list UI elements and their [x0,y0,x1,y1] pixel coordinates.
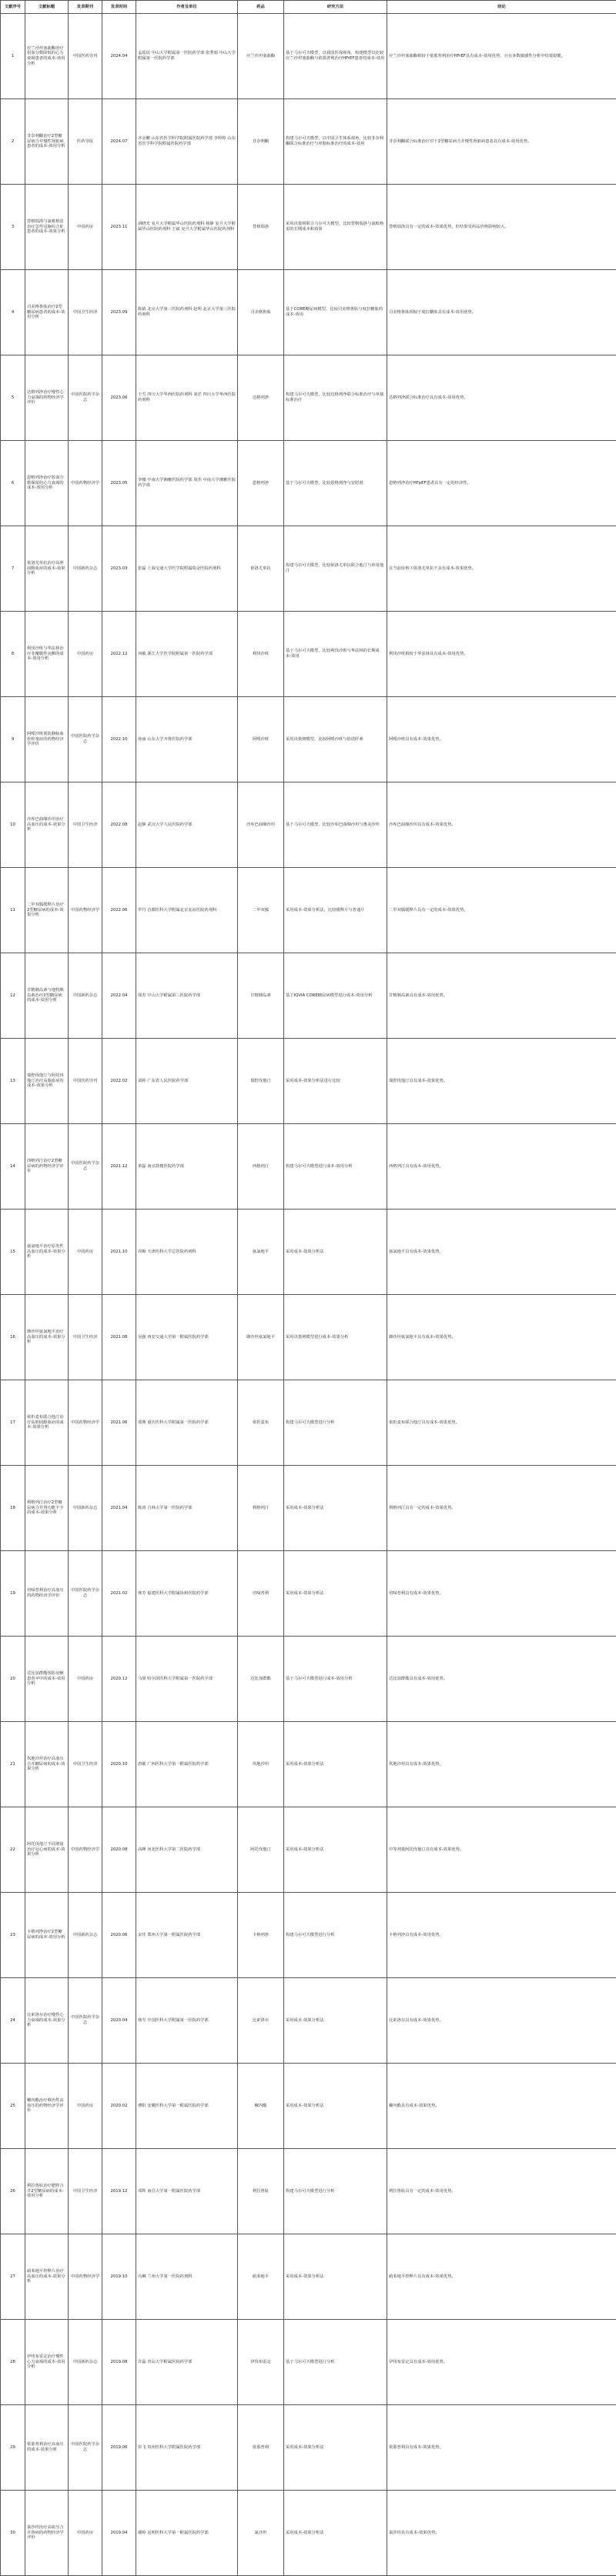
publish-date-cell: 2019.04 [102,2491,136,2576]
conclusion-cell: 应兰沙坦塞曲酶相较于依那普利治疗HFrEF具有成本-效用优势，且在多数敏感性分析中结果稳健。 [387,14,616,99]
row-number-cell: 17 [1,1380,25,1466]
conclusion-cell: 比索洛尔具有成本-效果优势。 [387,1978,616,2064]
drug-cell: 阿哌沙班 [238,697,284,782]
row-number-cell: 21 [1,1722,25,1807]
publish-date-cell: 2020.06 [102,1893,136,1978]
table-row [1,868,616,953]
method-cell: 采用成本-效果分析法 [284,2405,387,2491]
header-cell: 研究方法 [284,1,387,14]
row-number-cell: 11 [1,868,25,953]
authors-cell: 赵静 武汉大学人民医院药学部 [136,782,238,868]
method-cell: 基于马尔可夫模型，比较恩格列净与安慰剂 [284,441,387,526]
authors-cell: 谢婷 昆明医科大学第一附属医院药学部 [136,2491,238,2576]
authors-cell: 周梅 天津医科大学总医院药剂科 [136,1210,238,1295]
authors-cell: 罗丹 首都医科大学附属北京友谊医院药剂科 [136,868,238,953]
row-number-cell: 6 [1,441,25,526]
journal-cell: 中国卫生经济 [69,1295,102,1380]
journal-cell: 中国医院药学杂志 [69,1978,102,2064]
method-cell: 基于马尔可夫模型进行分析 [284,2320,387,2405]
table-row [1,782,616,868]
table-row [1,697,616,782]
method-cell: 采用成本-效果分析法 [284,1466,387,1551]
method-cell: 采用决策树模型进行成本-效果分析 [284,1295,387,1380]
row-number-cell: 28 [1,2320,25,2405]
row-number-cell: 4 [1,270,25,355]
drug-cell: 替格瑞洛 [238,185,284,270]
authors-cell: 刘婷 广东省人民医院药学部 [136,1039,238,1124]
article-title-cell: 应兰沙坦塞曲酶治疗射血分数降低的心力衰竭患者的成本-效用分析 [25,14,69,99]
article-title-cell: 沙库巴曲缬沙坦治疗高血压的成本-效果分析 [25,782,69,868]
table-row [1,2064,616,2149]
authors-cell: 宋佳 郑州大学第一附属医院药学部 [136,1893,238,1978]
drug-cell: 西格列汀 [238,1124,284,1210]
conclusion-cell: 依折麦布联合他汀具有成本-效果优势。 [387,1380,616,1466]
publish-date-cell: 2019.08 [102,2320,136,2405]
row-number-cell: 26 [1,2149,25,2234]
authors-cell: 高峰 河北医科大学第二医院药学部 [136,1807,238,1893]
drug-cell: 甘精胰岛素 [238,953,284,1039]
conclusion-cell: 阿哌沙班具有成本-效果优势。 [387,697,616,782]
journal-cell: 中国卫生经济 [69,782,102,868]
conclusion-cell: 螺内酯具有成本-效果优势。 [387,2064,616,2149]
drug-cell: 司美格鲁肽 [238,270,284,355]
authors-cell: 齐金鹏 山东省医学科学院附属医院药学部 李婷婷 山东省医学科学院附属医院药学部 [136,99,238,185]
table-row [1,1295,616,1380]
conclusion-cell: 缬沙坦氨氯地平具有成本-效果优势。 [387,1295,616,1380]
publish-date-cell: 2021.08 [102,1295,136,1380]
conclusion-cell: 司美格鲁肽相较于度拉糖肽具有成本-效用优势。 [387,270,616,355]
conclusion-cell: 瑞舒伐他汀具有成本-效果优势。 [387,1039,616,1124]
conclusion-cell: 培哚普利具有成本-效果优势。 [387,1551,616,1637]
journal-cell: 中国药房 [69,2491,102,2576]
row-number-cell: 15 [1,1210,25,1295]
drug-cell: 比索洛尔 [238,1978,284,2064]
conclusion-cell: 卡格列净具有成本-效用优势。 [387,1893,616,1978]
journal-cell: 中国药物经济学 [69,441,102,526]
journal-cell: 中国新药杂志 [69,1893,102,1978]
table-row [1,2234,616,2320]
table-row [1,1807,616,1893]
method-cell: 基于马尔可夫模型，比较利伐沙班与华法林的长期成本-效用 [284,612,387,697]
method-cell: 基于马尔可夫模型，比较沙库巴曲缬沙坦与奥美沙坦 [284,782,387,868]
article-title-cell: 比索洛尔治疗慢性心力衰竭的成本-效果分析 [25,1978,69,2064]
method-cell: 构建马尔可夫模型进行分析 [284,2149,387,2234]
conclusion-cell: 硝苯地平控释片具有成本-效果优势。 [387,2234,616,2320]
conclusion-cell: 氨氯地平具有成本-效果优势。 [387,1210,616,1295]
article-title-cell: 恩格列净治疗射血分数保留的心力衰竭的成本-效用分析 [25,441,69,526]
journal-cell: 中国新药杂志 [69,526,102,612]
drug-cell: 沙库巴曲缬沙坦 [238,782,284,868]
table-row [1,953,616,1039]
conclusion-cell: 利伐沙班相较于华法林具有成本-效用优势。 [387,612,616,697]
drug-cell: 达比加群酯 [238,1637,284,1722]
drug-cell: 利拉鲁肽 [238,2149,284,2234]
authors-cell: 郑燕 重庆医科大学附属第一医院药学部 [136,1380,238,1466]
publish-date-cell: 2021.06 [102,1380,136,1466]
publish-date-cell: 2020.08 [102,1807,136,1893]
drug-cell: 瑞舒伐他汀 [238,1039,284,1124]
conclusion-cell: 伊伐布雷定具有成本-效用优势。 [387,2320,616,2405]
table-row [1,441,616,526]
conclusion-cell: 恩格列净治疗HFpEF患者具有一定的经济性。 [387,441,616,526]
method-cell: 构建马尔可夫模型进行分析 [284,1380,387,1466]
conclusion-cell: 达比加群酯具有成本-效用优势。 [387,1637,616,1722]
publish-date-cell: 2020.10 [102,1722,136,1807]
authors-cell: 胡晓光 复旦大学附属华山医院药剂科 杨静 复旦大学附属华山医院药剂科 王斌 复旦大学附属华山医院药剂科 [136,185,238,270]
authors-cell: 王雪 四川大学华西医院药剂科 刘洋 四川大学华西医院药剂科 [136,355,238,441]
method-cell: 基于马尔可夫模型，以我国医保视角，构建模型以比较应兰沙坦塞曲酶与依那普利治疗HFrEF患者的成本-效用 [284,14,387,99]
drug-cell: 氯沙坦 [238,2491,284,2576]
authors-cell: 冯琳 兰州大学第一医院药剂科 [136,2234,238,2320]
drug-cell: 应兰沙坦塞曲酶 [238,14,284,99]
method-cell: 采用成本-效果分析法 [284,2234,387,2320]
table-row [1,2320,616,2405]
row-number-cell: 2 [1,99,25,185]
article-title-cell: 依折麦布联合他汀治疗高胆固醇血症的成本-效果分析 [25,1380,69,1466]
publish-date-cell: 2020.12 [102,1637,136,1722]
journal-cell: 中国新药杂志 [69,2320,102,2405]
drug-cell: 阿托伐他汀 [238,1807,284,1893]
method-cell: 采用成本-效果分析法 [284,1722,387,1807]
article-title-cell: 氯沙坦治疗高血压合并肾病的药物经济学评价 [25,2491,69,2576]
table-row [1,1124,616,1210]
table-body [1,14,616,2576]
article-title-cell: 二甲双胍缓释片治疗2型糖尿病的成本-效果分析 [25,868,69,953]
article-title-cell: 替格瑞洛与氯吡格雷治疗急性冠脉综合征患者的成本-效果分析 [25,185,69,270]
row-number-cell: 16 [1,1295,25,1380]
drug-cell: 非奈利酮 [238,99,284,185]
journal-cell: 中国药物经济学 [69,868,102,953]
row-number-cell: 5 [1,355,25,441]
method-cell: 采用成本-效果分析法 [284,1978,387,2064]
drug-cell: 伊伐布雷定 [238,2320,284,2405]
drug-cell: 卡格列净 [238,1893,284,1978]
publish-date-cell: 2022.10 [102,697,136,782]
conclusion-cell: 西格列汀具有成本-效用优势。 [387,1124,616,1210]
publish-date-cell: 2022.12 [102,612,136,697]
method-cell: 采用成本-效果分析法，比较缓释片与普通片 [284,868,387,953]
authors-cell: 邓辉 南昌大学第一附属医院药学部 [136,2149,238,2234]
table-row [1,1466,616,1551]
drug-cell: 缬沙坦氨氯地平 [238,1295,284,1380]
article-title-cell: 坎地沙坦治疗高血压合并糖尿病的成本-效果分析 [25,1722,69,1807]
authors-cell: 陈婧 北京大学第三医院药剂科 赵明 北京大学第三医院药剂科 [136,270,238,355]
method-cell: 基于IQVIA CORE糖尿病模型进行成本-效用分析 [284,953,387,1039]
drug-cell: 氨氯地平 [238,1210,284,1295]
method-cell: 采用决策树模型，比较阿哌沙班与依诺肝素 [284,697,387,782]
article-title-cell: 依洛尤单抗治疗高胆固醇血症的成本-效果分析 [25,526,69,612]
publish-date-cell: 2022.08 [102,782,136,868]
publish-date-cell: 2020.04 [102,1978,136,2064]
header-cell: 作者及单位 [136,1,238,14]
row-number-cell: 3 [1,185,25,270]
drug-cell: 依洛尤单抗 [238,526,284,612]
row-number-cell: 19 [1,1551,25,1637]
conclusion-cell: 利格列汀具有一定的成本-效果优势。 [387,1466,616,1551]
table-row [1,612,616,697]
journal-cell: 中国药物经济学 [69,1380,102,1466]
conclusion-cell: 达格列净联合标准治疗具有成本-效用优势。 [387,355,616,441]
header-cell: 文献标题 [25,1,69,14]
journal-cell: 中国新药杂志 [69,953,102,1039]
authors-cell: 韩雪 中国医科大学附属第一医院药学部 [136,1978,238,2064]
publish-date-cell: 2022.02 [102,1039,136,1124]
article-title-cell: 伊伐布雷定治疗慢性心力衰竭的成本-效用分析 [25,2320,69,2405]
table-row [1,1039,616,1124]
journal-cell: 医药导报 [69,99,102,185]
drug-cell: 利格列汀 [238,1466,284,1551]
journal-cell: 中国药房 [69,1637,102,1722]
conclusion-cell: 利拉鲁肽具有一定的成本-效用优势。 [387,2149,616,2234]
table-row [1,1551,616,1637]
row-number-cell: 23 [1,1893,25,1978]
journal-cell: 中国新药杂志 [69,1466,102,1551]
method-cell: 构建马尔可夫模型，比较依洛尤单抗联合他汀与单用他汀 [284,526,387,612]
authors-cell: 孙丽 山东大学齐鲁医院药学部 [136,697,238,782]
conclusion-cell: 沙库巴曲缬沙坦具有成本-效果优势。 [387,782,616,868]
drug-cell: 利伐沙班 [238,612,284,697]
conclusion-cell: 坎地沙坦具有成本-效果优势。 [387,1722,616,1807]
article-title-cell: 缬沙坦氨氯地平治疗高血压的成本-效果分析 [25,1295,69,1380]
article-title-cell: 利伐沙班与华法林治疗非瓣膜性房颤的成本-效用分析 [25,612,69,697]
publish-date-cell: 2024.04 [102,14,136,99]
table-row [1,1978,616,2064]
conclusion-cell: 二甲双胍缓释片具有一定的成本-效果优势。 [387,868,616,953]
authors-cell: 何敏 浙江大学医学院附属第一医院药学部 [136,612,238,697]
method-cell: 构建马尔可夫模型，比较达格列净联合标准治疗与单独标准治疗 [284,355,387,441]
publish-date-cell: 2022.04 [102,953,136,1039]
journal-cell: 中国药房 [69,2064,102,2149]
journal-cell: 中国医院药学杂志 [69,355,102,441]
row-number-cell: 20 [1,1637,25,1722]
authors-cell: 张磊 上海交通大学医学院附属瑞金医院药剂科 [136,526,238,612]
publish-date-cell: 2023.06 [102,355,136,441]
method-cell: 构建马尔可夫模型，以中国卫生体系视角，比较非奈利酮联合标准治疗与单独标准治疗的成本-效用 [284,99,387,185]
publish-date-cell: 2022.06 [102,868,136,953]
table-row [1,270,616,355]
journal-cell: 中国药物经济学 [69,1807,102,1893]
conclusion-cell: 非奈利酮联合标准治疗对于2型糖尿病合并慢性肾脏病患者具有成本-效用优势。 [387,99,616,185]
authors-cell: 曹阳 安徽医科大学第一附属医院药学部 [136,2064,238,2149]
method-cell: 采用成本-效果分析法 [284,2491,387,2576]
table-row [1,2405,616,2491]
authors-cell: 李娜 中南大学湘雅医院药学部 周杰 中南大学湘雅医院药学部 [136,441,238,526]
conclusion-cell: 中等剂量阿托伐他汀具有成本-效果优势。 [387,1807,616,1893]
publish-date-cell: 2023.11 [102,185,136,270]
authors-cell: 吴强 西安交通大学第一附属医院药学部 [136,1295,238,1380]
authors-cell: 林芳 福建医科大学附属协和医院药学部 [136,1551,238,1637]
journal-cell: 中国药房 [69,185,102,270]
journal-cell: 中国医药导刊 [69,1039,102,1124]
drug-cell: 达格列净 [238,355,284,441]
table-row [1,2491,616,2576]
article-title-cell: 阿托伐他汀不同剂量治疗冠心病的成本-效果分析 [25,1807,69,1893]
row-number-cell: 13 [1,1039,25,1124]
authors-cell: 孟瑶瑶 中山大学附属第一医院药学部 张秀娟 中山大学附属第一医院药学部 [136,14,238,99]
article-title-cell: 利格列汀治疗2型糖尿病合并肾功能不全的成本-效果分析 [25,1466,69,1551]
article-title-cell: 非奈利酮治疗2型糖尿病合并慢性肾脏病患者的成本-效用分析 [25,99,69,185]
row-number-cell: 24 [1,1978,25,2064]
journal-cell: 中国医院药学杂志 [69,2405,102,2491]
authors-cell: 黄磊 南京鼓楼医院药学部 [136,1124,238,1210]
article-title-cell: 培哚普利治疗高血压的药物经济学评价 [25,1551,69,1637]
article-title-cell: 司美格鲁肽治疗2型糖尿病患者的成本-效用分析 [25,270,69,355]
row-number-cell: 22 [1,1807,25,1893]
method-cell: 基于CORE糖尿病模型，比较司美格鲁肽与度拉糖肽的成本-效用 [284,270,387,355]
drug-cell: 螺内酯 [238,2064,284,2149]
header-cell: 发表期刊 [69,1,102,14]
table-row [1,99,616,185]
authors-cell: 彭飞 贵州医科大学附属医院药学部 [136,2405,238,2491]
row-number-cell: 27 [1,2234,25,2320]
table-row [1,2149,616,2234]
journal-cell: 中国医院药学杂志 [69,1124,102,1210]
article-title-cell: 甘精胰岛素与地特胰岛素治疗2型糖尿病的成本-效用分析 [25,953,69,1039]
drug-cell: 硝苯地平 [238,2234,284,2320]
row-number-cell: 18 [1,1466,25,1551]
authors-cell: 许磊 青岛大学附属医院药学部 [136,2320,238,2405]
header-cell: 结论 [387,1,616,14]
drug-cell: 培哚普利 [238,1551,284,1637]
conclusion-cell: 替格瑞洛具有一定的成本-效果优势，但结果受药品价格影响较大。 [387,185,616,270]
article-title-cell: 达格列净治疗慢性心力衰竭的药物经济学评价 [25,355,69,441]
authors-cell: 徐杰 中山大学附属第三医院药学部 [136,953,238,1039]
header-cell: 发表时间 [102,1,136,14]
publish-date-cell: 2023.03 [102,526,136,612]
table-row [1,1722,616,1807]
table-row [1,185,616,270]
table-row [1,1637,616,1722]
row-number-cell: 14 [1,1124,25,1210]
journal-cell: 中国药房 [69,612,102,697]
row-number-cell: 10 [1,782,25,868]
drug-cell: 二甲双胍 [238,868,284,953]
article-title-cell: 达比加群酯预防房颤患者卒中的成本-效用分析 [25,1637,69,1722]
drug-cell: 坎地沙坦 [238,1722,284,1807]
publish-date-cell: 2021.10 [102,1210,136,1295]
method-cell: 基于马尔可夫模型进行成本-效用分析 [284,1637,387,1722]
article-title-cell: 卡格列净治疗2型糖尿病的成本-效用分析 [25,1893,69,1978]
row-number-cell: 29 [1,2405,25,2491]
table-row [1,1210,616,1295]
publish-date-cell: 2019.06 [102,2405,136,2491]
table-row [1,1380,616,1466]
method-cell: 构建马尔可夫模型进行分析 [284,1893,387,1978]
article-title-cell: 瑞舒伐他汀与阿托伐他汀治疗高脂血症的成本-效果分析 [25,1039,69,1124]
journal-cell: 中国医药导刊 [69,14,102,99]
drug-cell: 依折麦布 [238,1380,284,1466]
header-row [1,1,616,14]
journal-cell: 中国药房 [69,1210,102,1295]
header-cell: 药品 [238,1,284,14]
row-number-cell: 7 [1,526,25,612]
row-number-cell: 25 [1,2064,25,2149]
table-row [1,526,616,612]
row-number-cell: 12 [1,953,25,1039]
article-title-cell: 螺内酯治疗难治性高血压的药物经济学评价 [25,2064,69,2149]
conclusion-cell: 氯沙坦具有成本-效果优势。 [387,2491,616,2576]
row-number-cell: 9 [1,697,25,782]
article-title-cell: 利拉鲁肽治疗肥胖合并2型糖尿病的成本-效用分析 [25,2149,69,2234]
publish-date-cell: 2021.04 [102,1466,136,1551]
article-title-cell: 阿哌沙班预防静脉血栓栓塞症的药物经济学评价 [25,697,69,782]
publish-date-cell: 2021.12 [102,1124,136,1210]
method-cell: 采用成本-效果分析法 [284,1210,387,1295]
publish-date-cell: 2023.05 [102,441,136,526]
publish-date-cell: 2019.10 [102,2234,136,2320]
row-number-cell: 30 [1,2491,25,2576]
row-number-cell: 8 [1,612,25,697]
publish-date-cell: 2019.12 [102,2149,136,2234]
authors-cell: 唐敏 广西医科大学第一附属医院药学部 [136,1722,238,1807]
drug-cell: 依那普利 [238,2405,284,2491]
method-cell: 采用成本-效果分析法 [284,2064,387,2149]
journal-cell: 中国卫生经济 [69,1722,102,1807]
publish-date-cell: 2023.09 [102,270,136,355]
table-row [1,14,616,99]
conclusion-cell: 依那普利具有成本-效果优势。 [387,2405,616,2491]
method-cell: 采用成本-效果分析法进行比较 [284,1039,387,1124]
article-title-cell: 氨氯地平治疗原发性高血压的成本-效果分析 [25,1210,69,1295]
journal-cell: 中国卫生经济 [69,270,102,355]
table-row [1,355,616,441]
journal-cell: 中国卫生经济 [69,2149,102,2234]
method-cell: 采用成本-效果分析法 [284,1551,387,1637]
authors-cell: 陈涛 吉林大学第一医院药学部 [136,1466,238,1551]
journal-cell: 中国医院药学杂志 [69,1551,102,1637]
drug-cell: 恩格列净 [238,441,284,526]
publish-date-cell: 2024.07 [102,99,136,185]
journal-cell: 中国药物经济学 [69,2234,102,2320]
article-title-cell: 依那普利治疗高血压的成本-效果分析 [25,2405,69,2491]
publish-date-cell: 2021.02 [102,1551,136,1637]
publish-date-cell: 2020.02 [102,2064,136,2149]
conclusion-cell: 在当前价格下依洛尤单抗不具有成本-效果优势。 [387,526,616,612]
article-title-cell: 西格列汀治疗2型糖尿病的药物经济学评价 [25,1124,69,1210]
row-number-cell: 1 [1,14,25,99]
article-title-cell: 硝苯地平控释片治疗高血压的成本-效果分析 [25,2234,69,2320]
table-row [1,1893,616,1978]
conclusion-cell: 甘精胰岛素具有成本-效用优势。 [387,953,616,1039]
method-cell: 构建马尔可夫模型进行成本-效用分析 [284,1124,387,1210]
authors-cell: 马骏 哈尔滨医科大学附属第一医院药学部 [136,1637,238,1722]
journal-cell: 中国医院药学杂志 [69,697,102,782]
header-cell: 文献序号 [1,1,25,14]
method-cell: 采用成本-效果分析法 [284,1807,387,1893]
method-cell: 采用决策树联合马尔可夫模型，比较替格瑞洛与氯吡格雷的长期成本和效果 [284,185,387,270]
